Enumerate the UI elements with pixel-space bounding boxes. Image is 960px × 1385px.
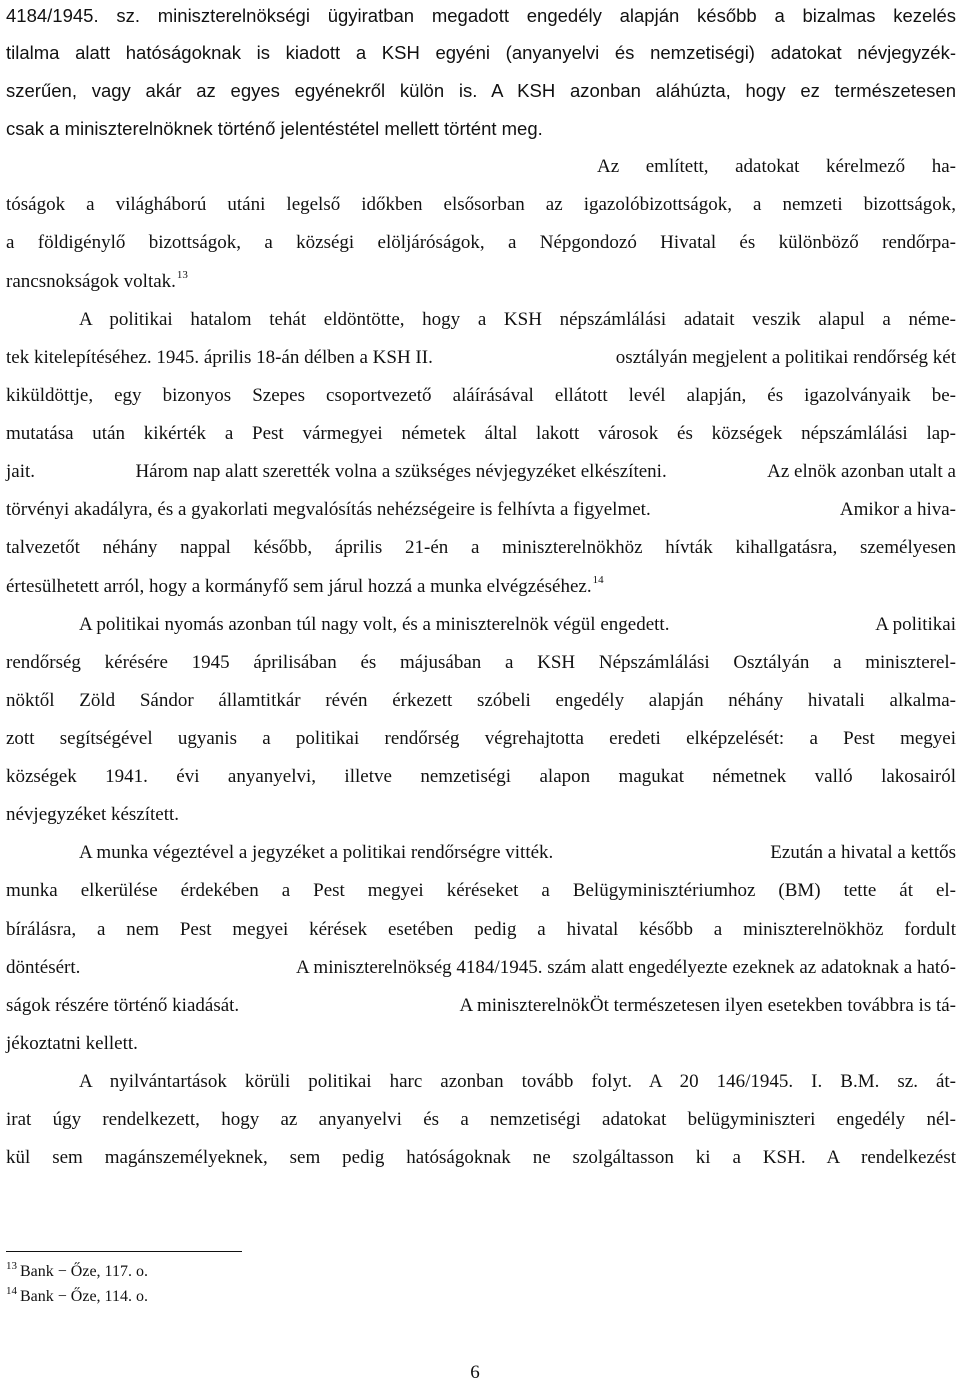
text-line: a földigénylő bizottságok, a községi elöljáróságok, a Népgondozó Hivatal és különböző rendőrpa- xyxy=(6,232,956,253)
footnote-reference: 13 xyxy=(176,269,188,281)
text-line: jékoztatni kellett. xyxy=(6,1033,138,1054)
text-line: törvényi akadályra, és a gyakorlati megvalósítás nehézségeire is felhívta a figyelmet. Amikor a hiva- xyxy=(6,499,956,520)
text-line: értesülhetett arról, hogy a kormányfő sem járul hozzá a munka elvégzéséhez.$^{14}$ xyxy=(6,574,604,597)
text-line: döntésért. A miniszterelnökség 4184/1945. szám alatt engedélyezte ezeknek az adatoknak a ható- xyxy=(6,957,956,978)
text-line: talvezetőt néhány nappal később, április 21-én a miniszterelnökhöz hívták kihallgatásra, személyesen xyxy=(6,537,956,558)
text-line: munka elkerülése érdekében a Pest megyei kéréseket a Belügyminisztériumhoz (BM) tette át el- xyxy=(6,880,956,901)
text-line: rendőrség kérésére 1945 áprilisában és májusában a KSH Népszámlálási Osztályán a miniszterel- xyxy=(6,652,956,673)
text-line: mutatása után kikérték a Pest vármegyei németek által lakott városok és községek népszámlálási lap- xyxy=(6,423,956,444)
text-line: szerűen, vagy akár az egyes egyénekről külön is. A KSH azonban aláhúzta, hogy ez természetesen xyxy=(6,80,956,101)
text-line: kül sem magánszemélyeknek, sem pedig hatóságoknak ne szolgáltasson ki a KSH. A rendelkezést xyxy=(6,1147,956,1168)
text-line: tilalma alatt hatóságoknak is kiadott a KSH egyéni (anyanyelvi és nemzetiségi) adatokat névjegyzék- xyxy=(6,42,956,63)
footnote-separator xyxy=(6,1251,242,1252)
text-line: jait. Három nap alatt szerették volna a szükséges névjegyzéket elkészíteni. Az elnök azonban utalt a xyxy=(6,461,956,482)
footnote: $^{14}$ Bank − Őze, 114. o. xyxy=(6,1285,148,1305)
text-line: csak a miniszterelnöknek történő jelentéstétel mellett történt meg. xyxy=(6,118,543,139)
footnote: $^{13}$ Bank − Őze, 117. o. xyxy=(6,1260,148,1280)
text-line: kiküldöttje, egy bizonyos Szepes csoportvezető aláírásával ellátott levél alapján, és igazolványaik be- xyxy=(6,385,956,406)
text-line: tóságok a világháború utáni legelső időkben elsősorban az igazolóbizottságok, a nemzeti bizottságok, xyxy=(6,194,956,215)
text-line: A politikai hatalom tehát eldöntötte, hogy a KSH népszámlálási adatait veszik alapul a néme- xyxy=(79,309,956,330)
text-line: tek kitelepítéséhez. 1945. április 18-án délben a KSH II. osztályán megjelent a politikai rendőrség két xyxy=(6,347,956,368)
text-line: A politikai nyomás azonban túl nagy volt, és a miniszterelnök végül engedett. A politikai xyxy=(79,614,956,635)
text-line: A nyilvántartások körüli politikai harc azonban tovább folyt. A 20 146/1945. I. B.M. sz. át- xyxy=(79,1071,956,1092)
text-line: irat úgy rendelkezett, hogy az anyanyelvi és a nemzetiségi adatokat belügyminiszteri engedély nél- xyxy=(6,1109,956,1130)
text-line: bírálásra, a nem Pest megyei kérések esetében pedig a hivatal később a miniszterelnökhöz fordult xyxy=(6,919,956,940)
page-number: 6 xyxy=(470,1362,480,1383)
text-line-mixed: Az említett, adatokat kérelmező ha- xyxy=(597,156,956,177)
text-line: ságok részére történő kiadását. A miniszterelnökÖt természetesen ilyen esetekben továbbra is tá- xyxy=(6,995,956,1016)
footnote-reference: 14 xyxy=(592,574,604,586)
text-line: A munka végeztével a jegyzéket a politikai rendőrségre vitték. Ezután a hivatal a kettős xyxy=(79,842,956,863)
text-line: községek 1941. évi anyanyelvi, illetve nemzetiségi alapon magukat németnek valló lakosairól xyxy=(6,766,956,787)
text-line: névjegyzéket készített. xyxy=(6,804,180,825)
text-line: zott segítségével ugyanis a politikai rendőrség végrehajtotta eredeti elképzelését: a Pest megyei xyxy=(6,728,956,749)
text-line: nöktől Zöld Sándor államtitkár révén érkezett szóbeli engedély alapján néhány hivatali alkalma- xyxy=(6,690,956,711)
text-line: rancsnokságok voltak.$^{13}$ xyxy=(6,269,188,292)
text-line: 4184/1945. sz. miniszterelnökségi ügyiratban megadott engedély alapján később a bizalmas kezelés xyxy=(6,5,956,26)
